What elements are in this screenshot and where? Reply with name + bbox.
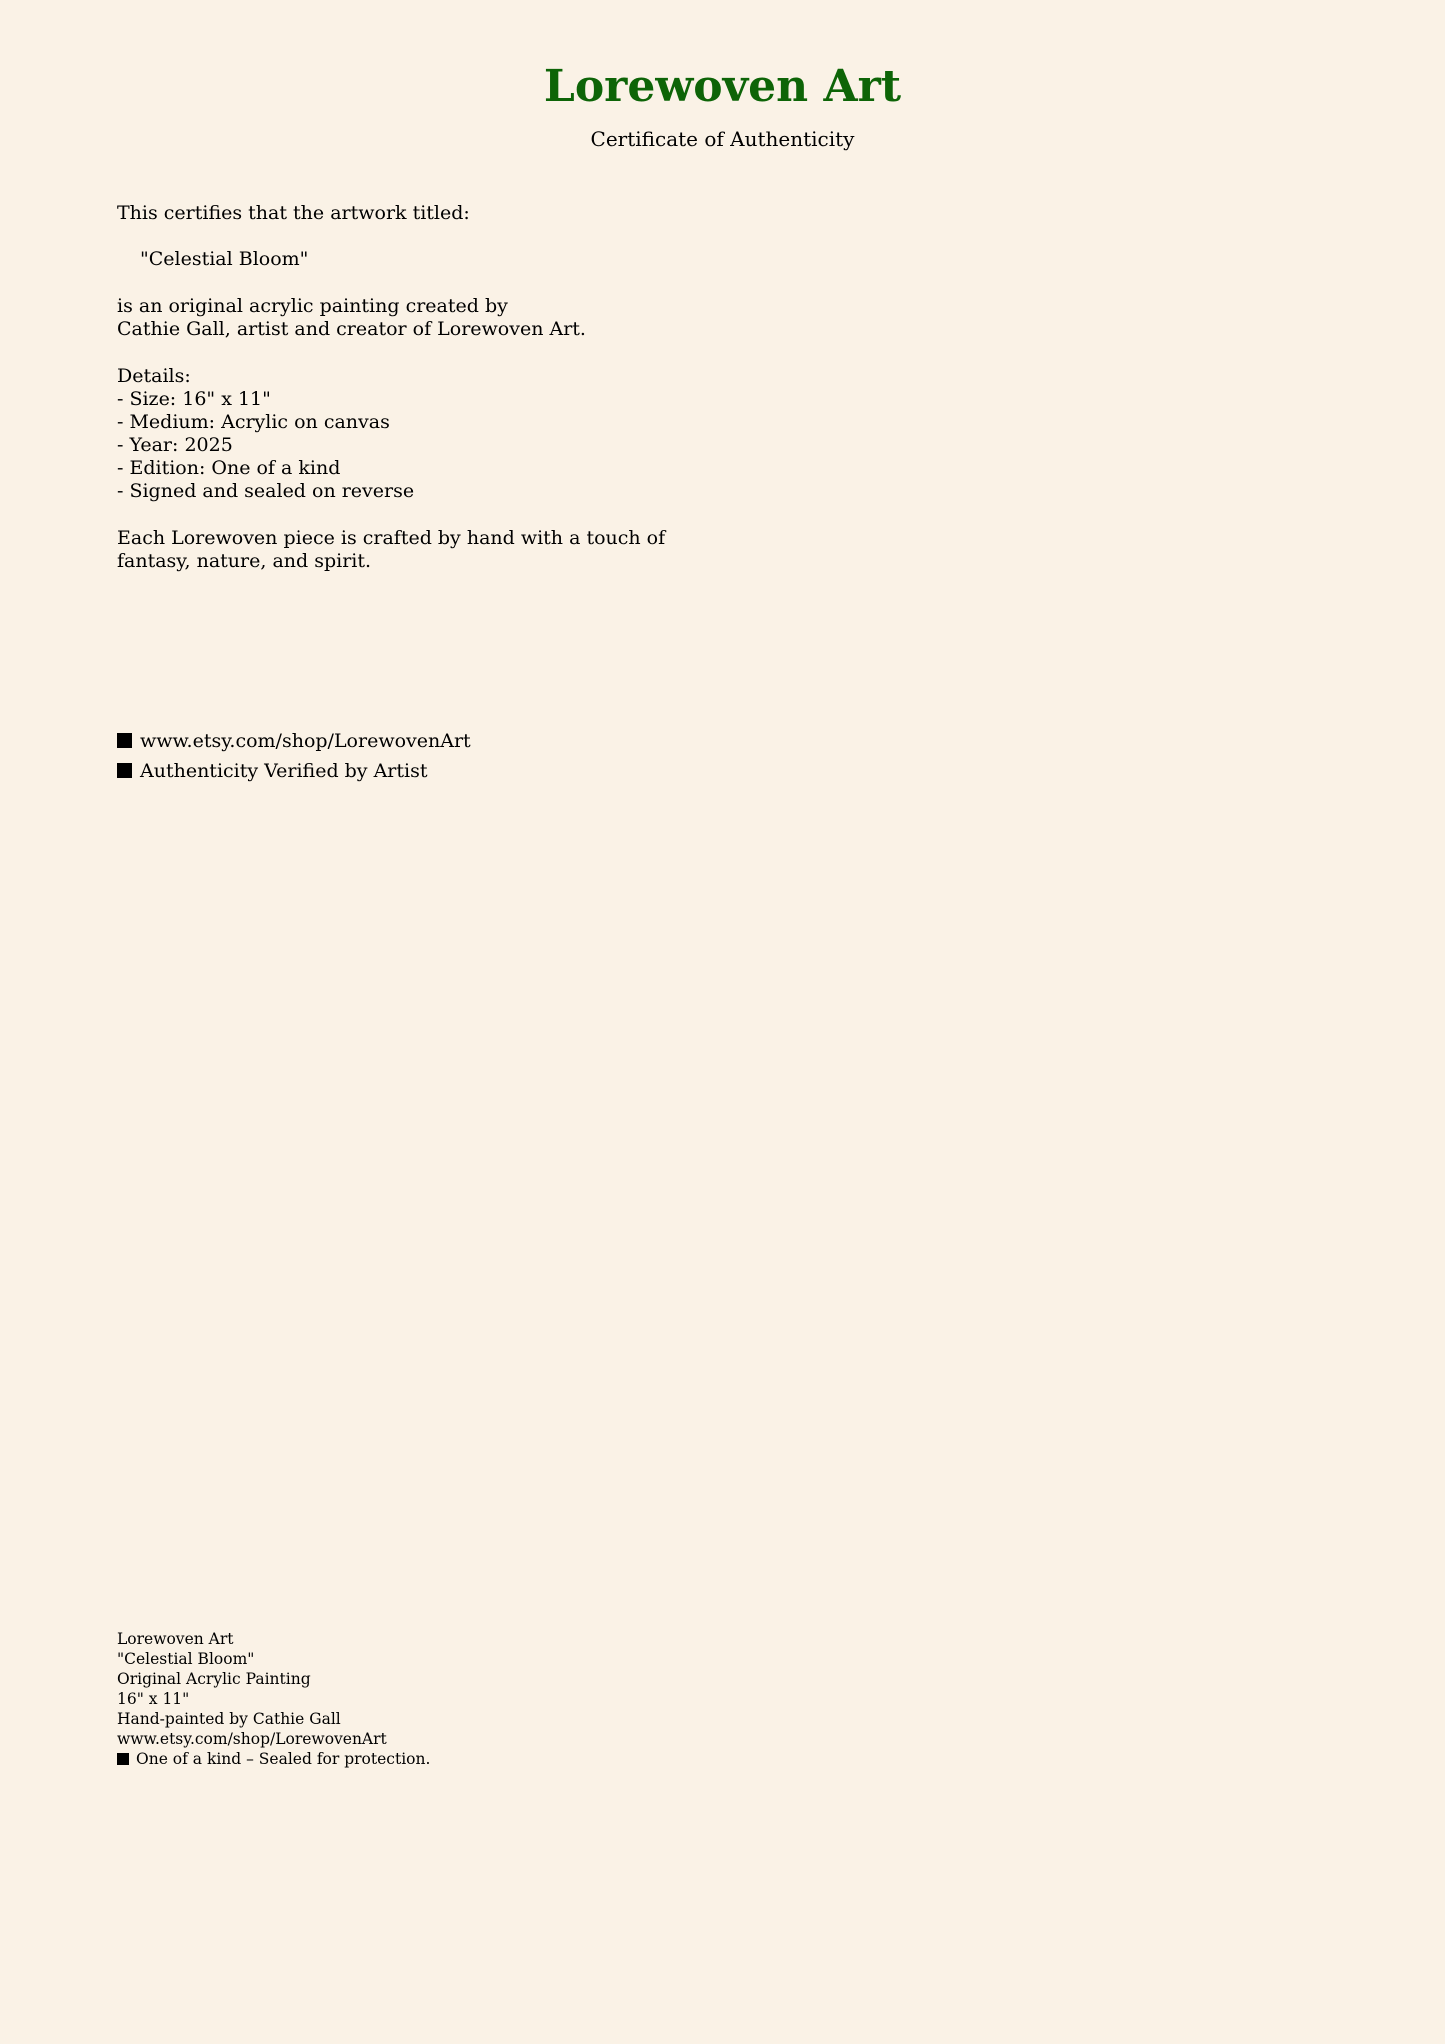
square-bullet-icon [117, 733, 132, 748]
label-size: 16" x 11" [117, 1690, 190, 1708]
label-bullet-text: One of a kind – Sealed for protection. [136, 1750, 431, 1768]
certificate-body [117, 202, 1017, 573]
square-bullet-icon [117, 763, 132, 778]
square-bullet-icon [117, 1753, 129, 1765]
list-item [117, 756, 471, 786]
label-shop-url: www.etsy.com/shop/LorewovenArt [117, 1730, 387, 1748]
intro-text: This certifies that the artwork titled: [117, 202, 470, 224]
details-heading: Details: [117, 365, 191, 387]
authenticity-note: Authenticity Verified by Artist [140, 760, 428, 782]
closing-line-1: Each Lorewoven piece is crafted by hand with a touch of [117, 527, 666, 549]
created-by-line-2: Cathie Gall, artist and creator of Lorewoven Art. [117, 318, 586, 340]
created-by-line-1: is an original acrylic painting created by [117, 295, 508, 317]
detail-year: - Year: 2025 [117, 434, 233, 456]
label-bullet-line [117, 1749, 430, 1769]
detail-medium: - Medium: Acrylic on canvas [117, 411, 390, 433]
etsy-shop-link[interactable]: www.etsy.com/shop/LorewovenArt [140, 730, 471, 752]
list-item [117, 726, 471, 756]
closing-line-2: fantasy, nature, and spirit. [117, 550, 372, 572]
artwork-title: "Celestial Bloom" [140, 248, 309, 270]
certificate-header [0, 60, 1445, 152]
label-brand: Lorewoven Art [117, 1630, 234, 1648]
label-artwork-title: "Celestial Bloom" [117, 1650, 255, 1668]
label-medium: Original Acrylic Painting [117, 1670, 311, 1688]
artwork-label [117, 1629, 430, 1769]
certificate-subtitle: Certificate of Authenticity [590, 127, 855, 151]
page-title: Lorewoven Art [543, 61, 902, 112]
links-list [117, 726, 471, 786]
detail-size: - Size: 16" x 11" [117, 388, 271, 410]
detail-edition: - Edition: One of a kind [117, 457, 341, 479]
detail-signed: - Signed and sealed on reverse [117, 480, 415, 502]
label-artist: Hand-painted by Cathie Gall [117, 1710, 341, 1728]
